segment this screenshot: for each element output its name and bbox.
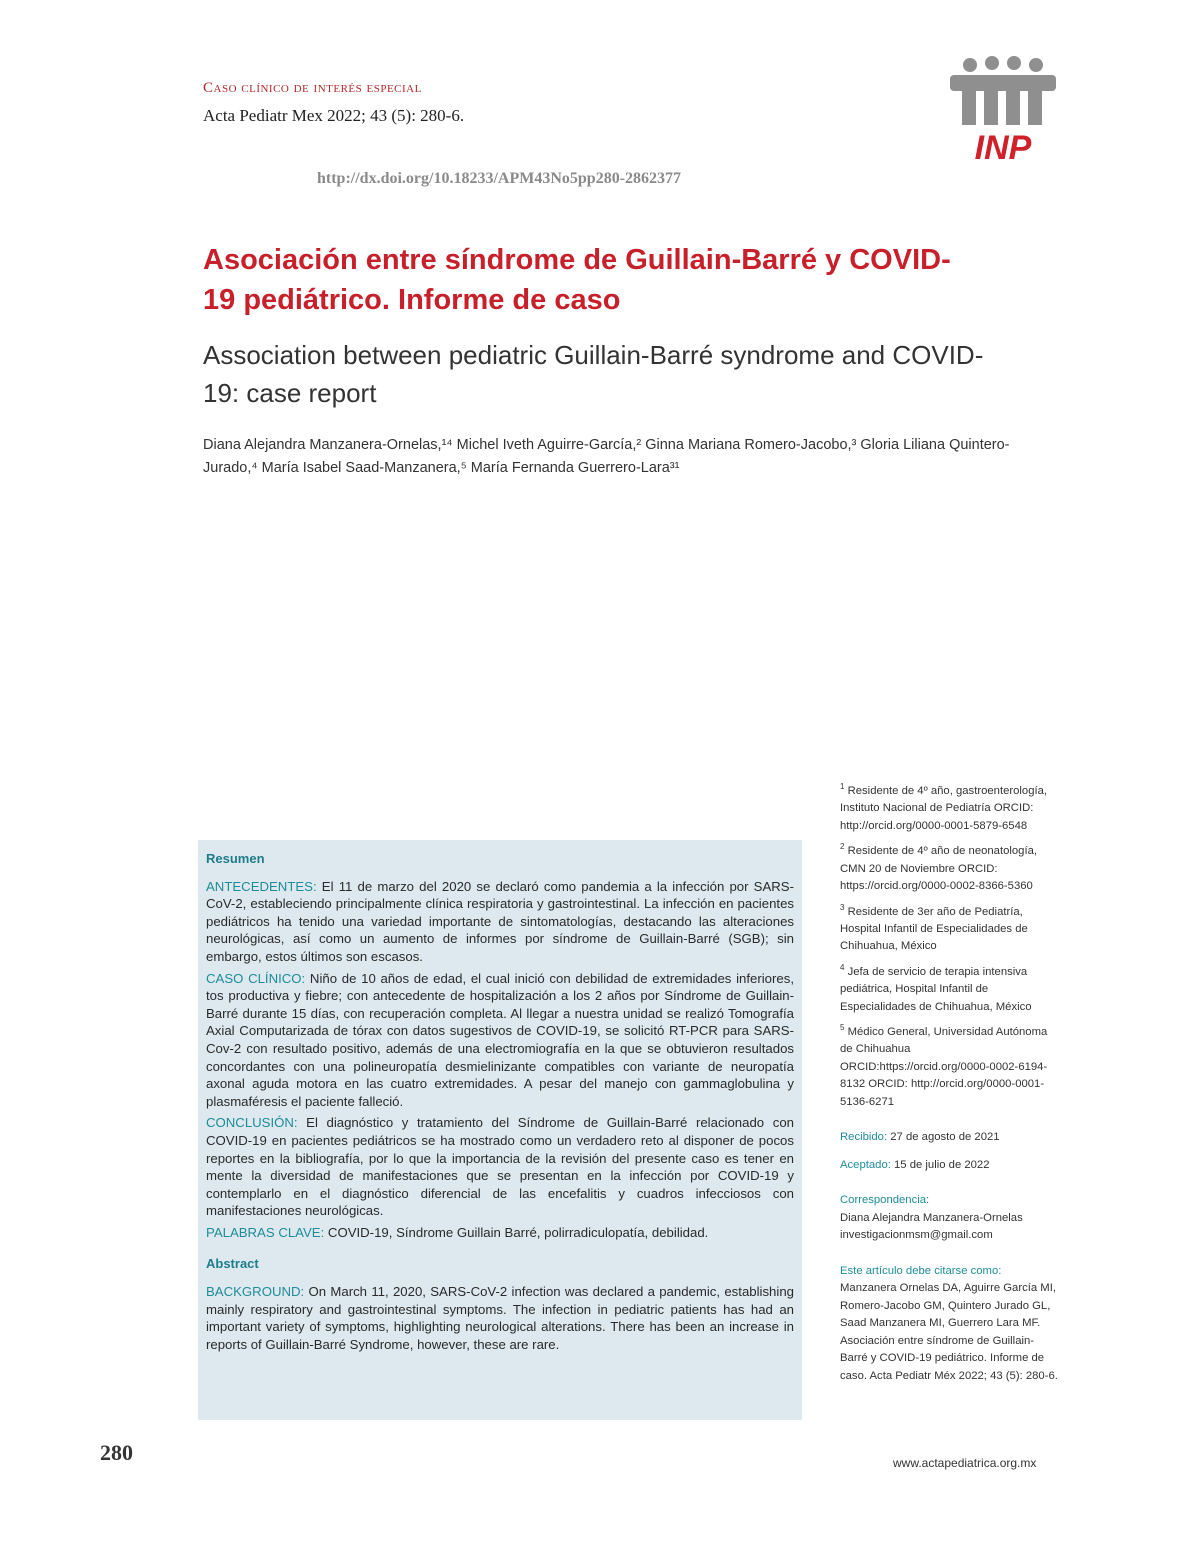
received-date: Recibido: 27 de agosto de 2021: [840, 1131, 1000, 1144]
sidebar: [840, 778, 1058, 1385]
correspondence-email[interactable]: investigacionmsm@gmail.com: [840, 1229, 993, 1242]
title-spanish: Asociación entre síndrome de Guillain-Barré y COVID-19 pediátrico. Informe de caso: [203, 244, 951, 316]
affiliation-4: $^4$ Jefa de servicio de terapia intensiva pediátrica, Hospital Infantil de Especialidades de Chihuahua, México: [840, 962, 1032, 1013]
dates: [840, 1129, 1058, 1174]
correspondence-name: Diana Alejandra Manzanera-Ornelas: [840, 1211, 1023, 1224]
correspondence-label: Correspondencia:: [840, 1194, 930, 1207]
caso-clinico-paragraph: CASO CLÍNICO: Niño de 10 años de edad, el cual inició con debilidad de extremidades inferiores, tos productiva y fiebre; con antecedente de hospitalización a los 2 años por Síndrome de Guillain-Barré durante 15 días, con recuperación completa. Al llegar a nuestra unidad se realizó Tomografía Axial Computarizada de tórax con datos sugestivos de COVID-19, se solicitó RT-PCR para SARS-Cov-2 con resultado positivo, además de una electromiografía en la que se obtuvieron resultados concordantes con una polineuropatía desmielinizante compatibles con variante de neuropatía axonal aguda motora en las cuatro extremidades. A pesar del manejo con gammaglobulina y plasmaféresis el paciente falleció.: [206, 970, 794, 1109]
conclusion-paragraph: CONCLUSIÓN: El diagnóstico y tratamiento del Síndrome de Guillain-Barré relacionado con COVID-19 en pacientes pediátricos se ha mostrado como un verdadero reto al disponer de pocos reportes en la bibliografía, por lo que la importancia de la revisión del presente caso es tener en mente la diversidad de manifestaciones que se presentan en la infección por COVID-19 y contemplarlo en el diagnóstico diferencial de las encefalitis y cuadros infecciosos con manifestaciones neurológicas.: [206, 1115, 794, 1219]
accepted-date: Aceptado: 15 de julio de 2022: [840, 1158, 990, 1171]
correspondence: [840, 1192, 1058, 1245]
resumen-heading: Resumen: [206, 851, 265, 866]
antecedentes-paragraph: ANTECEDENTES: El 11 de marzo del 2020 se declaró como pandemia a la infección por SARS-CoV-2, estableciendo principalmente clínica respiratoria y gastrointestinal. La infección en pacientes pediátricos ha tenido una variedad importante de sintomatologías, destacando las alteraciones neurológicas, así como un aumento de informes por síndrome de Guillain-Barré (SGB); sin embargo, estos últimos son escasos.: [206, 878, 794, 964]
abstract-heading: Abstract: [206, 1256, 259, 1272]
doi-link[interactable]: http://dx.doi.org/10.18233/APM43No5pp280-2862377: [317, 170, 682, 187]
affiliation-2: $^2$ Residente de 4º año de neonatología, CMN 20 de Noviembre ORCID: https://orcid.org/0000-0002-8366-5360: [840, 842, 1038, 893]
authors-list: Diana Alejandra Manzanera-Ornelas,¹⁴ Michel Iveth Aguirre-García,² Ginna Mariana Romero-Jacobo,³ Gloria Liliana Quintero-Jurado,⁴ María Isabel Saad-Manzanera,⁵ María Fernanda Guerrero-Lara³¹: [203, 437, 1010, 476]
keywords-paragraph: PALABRAS CLAVE: COVID-19, Síndrome Guillain Barré, polirradiculopatía, debilidad.: [206, 1224, 709, 1240]
children-figures-icon: [950, 56, 1056, 125]
cite-as: [840, 1263, 1058, 1386]
inp-logo-text: INP: [974, 129, 1032, 165]
title-english: Association between pediatric Guillain-Barré syndrome and COVID-19: case report: [203, 340, 984, 408]
journal-citation: Acta Pediatr Mex 2022; 43 (5): 280-6.: [203, 106, 465, 125]
affiliation-1: $^1$ Residente de 4º año, gastroenterología, Instituto Nacional de Pediatría ORCID: http://orcid.org/0000-0001-5879-6548: [840, 782, 1048, 832]
affiliation-5: $^5$ Médico General, Universidad Autónoma de Chihuahua ORCID:https://orcid.org/0000-0002-6194-8132 ORCID: http://orcid.org/0000-0001-5136-6271: [840, 1023, 1048, 1108]
abstract-box: [198, 840, 802, 1420]
section-label: Caso clínico de interés especial: [203, 80, 422, 96]
cite-label: Este artículo debe citarse como:: [840, 1264, 1002, 1277]
website-link[interactable]: www.actapediatrica.org.mx: [893, 1456, 1037, 1470]
affiliations: [840, 778, 1058, 1111]
background-paragraph: BACKGROUND: On March 11, 2020, SARS-CoV-2 infection was declared a pandemic, establishing mainly respiratory and gastrointestinal symptoms. The infection in pediatric patients has had an important variety of symptoms, highlighting neurological alterations. There has been an increase in reports of Guillain-Barré Syndrome, however, these are rare.: [206, 1284, 794, 1352]
cite-text: Manzanera Ornelas DA, Aguirre García MI, Romero-Jacobo GM, Quintero Jurado GL, Saad Manzanera MI, Guerrero Lara MF. Asociación entre síndrome de Guillain-Barré y COVID-19 pediátrico. Informe de caso. Acta Pediatr Méx 2022; 43 (5): 280-6.: [840, 1282, 1058, 1382]
affiliation-3: $^3$ Residente de 3er año de Pediatría, Hospital Infantil de Especialidades de Chihuahua, México: [840, 902, 1028, 953]
page-number: 280: [100, 1440, 133, 1465]
inp-logo: [948, 55, 1058, 165]
